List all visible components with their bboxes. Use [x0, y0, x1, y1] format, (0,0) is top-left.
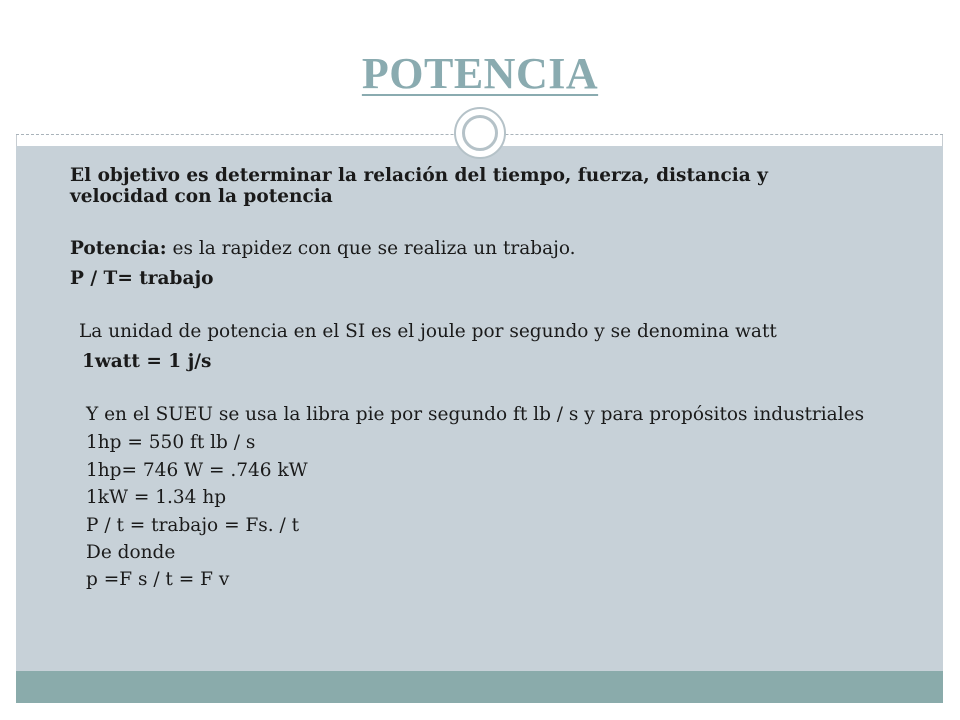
unit-sentence: La unidad de potencia en el SI es el joule por segundo y se denomina watt: [79, 321, 777, 342]
equation-line: 1hp = 550 ft lb / s: [86, 432, 256, 453]
objective-text: El objetivo es determinar la relación del tiempo, fuerza, distancia y velocidad con la potencia: [70, 165, 768, 207]
definition-term: Potencia:: [70, 238, 167, 259]
watt-equation: 1watt = 1 j/s: [82, 351, 212, 372]
ring-inner: [462, 115, 498, 151]
equation-line: 1kW = 1.34 hp: [86, 487, 227, 508]
equation-line: P / t = trabajo = Fs. / t: [86, 515, 300, 536]
equation-line: 1hp= 746 W = .746 kW: [86, 460, 308, 481]
equation-line: p =F s / t = F v: [86, 569, 230, 590]
main-formula: P / T= trabajo: [70, 268, 214, 289]
footer-bar: [16, 671, 943, 703]
equation-line: De donde: [86, 542, 176, 563]
decorative-ring-icon: [454, 107, 506, 159]
sueu-sentence: Y en el SUEU se usa la libra pie por segundo ft lb / s y para propósitos industriales: [86, 404, 865, 425]
definition-line: [70, 238, 576, 259]
definition-text: es la rapidez con que se realiza un trabajo.: [166, 238, 576, 259]
slide-title: POTENCIA: [361, 49, 599, 98]
